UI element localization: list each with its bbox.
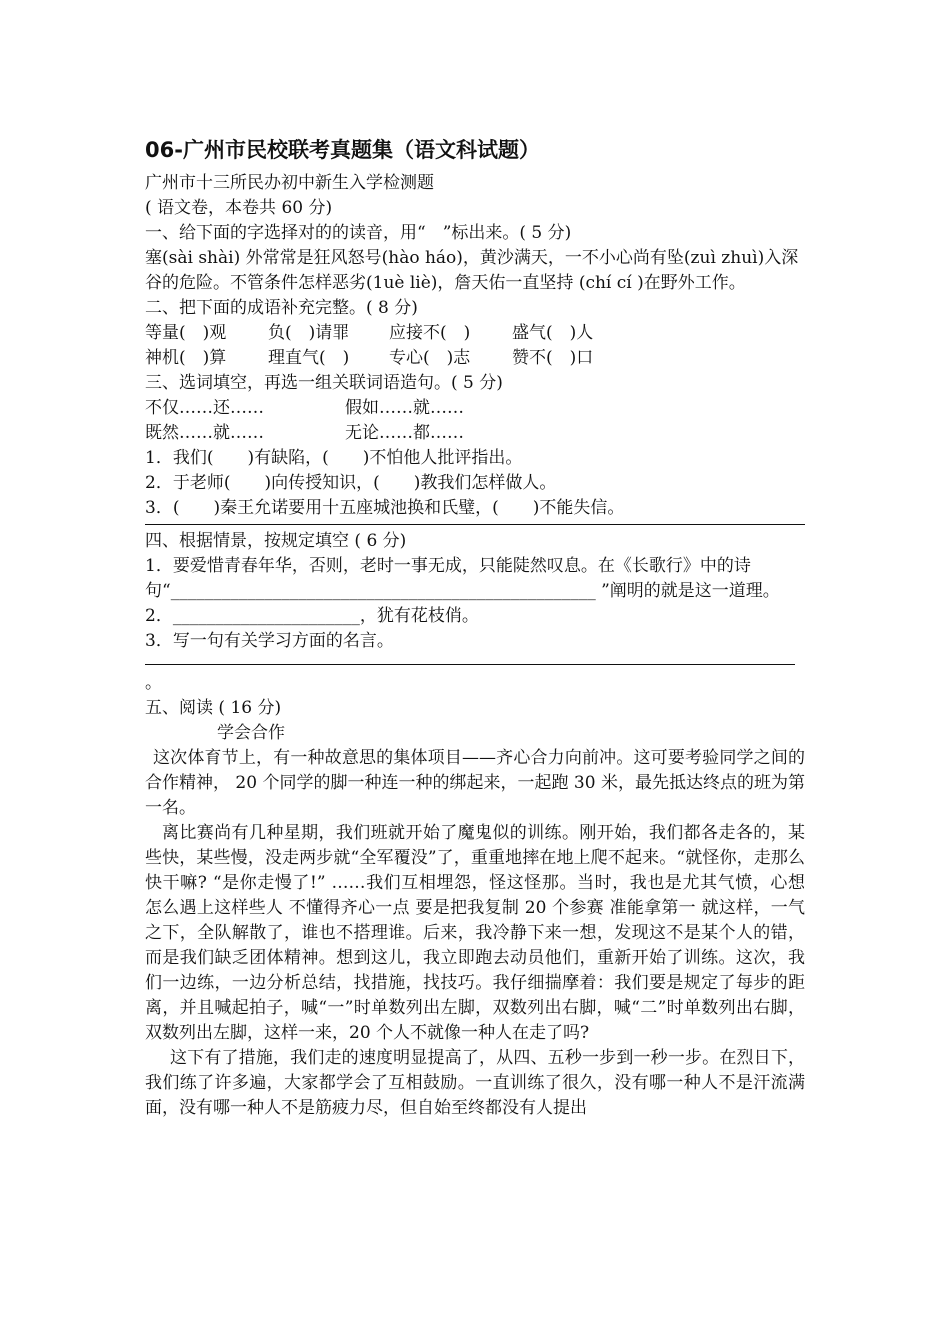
section2-heading: 二、把下面的成语补充完整。( 8 分) (145, 298, 418, 318)
section4-question: 3．写一句有关学习方面的名言。 (145, 631, 394, 651)
section4-question: 2．______________________，犹有花枝俏。 (145, 606, 479, 626)
idiom-item: 应接不( ) (389, 323, 471, 343)
idiom-item: 等量( )观 (145, 323, 227, 343)
article-title: 学会合作 (217, 723, 285, 743)
conjunction-row (145, 396, 805, 421)
article-paragraph: 这次体育节上，有一种故意思的集体项目——齐心合力向前冲。这可要考验同学之间的合作精神， 20 个同学的脚一种连一种的绑起来，一起跑 30 米，最先抵达终点的班为第一名。 (145, 748, 805, 818)
idiom-item: 专心( )志 (389, 348, 471, 368)
idiom-item: 理直气( ) (268, 348, 350, 368)
answer-line (145, 664, 795, 665)
idiom-item: 负( )请罪 (268, 323, 350, 343)
section4-question: 1．要爱惜青春年华，否则，老时一事无成，只能陡然叹息。在《长歌行》中的诗句“__________________________________________________ ”阐明的就是这一道理。 (145, 556, 780, 601)
idiom-item: 神机( )算 (145, 348, 227, 368)
article-paragraph: 这下有了措施，我们走的速度明显提高了，从四、五秒一步到一秒一步。在烈日下，我们练了许多遍，大家都学会了互相鼓励。一直训练了很久，没有哪一种人不是汗流满面，没有哪一种人不是筋疲力尽，但自始至终都没有人提出 (145, 1048, 805, 1118)
conjunction-pair: 无论……都…… (345, 423, 464, 443)
section3-question: 3．( )秦王允诺要用十五座城池换和氏璧，( )不能失信。 (145, 498, 625, 518)
section5-heading: 五、阅读 ( 16 分) (145, 698, 282, 718)
conjunction-row (145, 421, 805, 446)
answer-line (145, 524, 805, 525)
conjunction-pair: 既然……就…… (145, 423, 264, 443)
answer-end-mark: 。 (145, 673, 162, 693)
idiom-item: 盛气( )人 (512, 323, 594, 343)
section3-heading: 三、选词填空，再选一组关联词语造句。( 5 分) (145, 373, 503, 393)
document-page (145, 135, 805, 1121)
exam-subtitle: 广州市十三所民办初中新生入学检测题 (145, 173, 434, 193)
section3-question: 2．于老师( )向传授知识，( )教我们怎样做人。 (145, 473, 557, 493)
idiom-item: 赞不( )口 (512, 348, 594, 368)
article-paragraph: 离比赛尚有几种星期，我们班就开始了魔鬼似的训练。刚开始，我们都各走各的，某些快，某些慢，没走两步就“全军覆没”了，重重地摔在地上爬不起来。“就怪你，走那么快干嘛? “是你走慢了!” ……我们互相埋怨，怪这怪那。当时，我也是尤其气愤，心想 怎么遇上这样些人 不懂得齐心一点 要是把我复制 20 个参赛 准能拿第一 就这样，一气之下，全队解散了，谁也不搭理谁。后来，我冷静下来一想，发现这不是某个人的错，而是我们缺乏团体精神。想到这儿，我立即跑去动员他们，重新开始了训练。这次，我们一边练，一边分析总结，找措施，找技巧。我仔细揣摩着：我们要是规定了每步的距离，并且喊起拍子，喊“一”时单数列出左脚，双数列出右脚，喊“二”时单数列出右脚，双数列出左脚，这样一来，20 个人不就像一种人在走了吗? (145, 823, 805, 1043)
section3-question: 1．我们( )有缺陷，( )不怕他人批评指出。 (145, 448, 523, 468)
idiom-row (145, 346, 805, 371)
section1-heading: 一、给下面的字选择对的的读音，用“ ”标出来。( 5 分) (145, 223, 572, 243)
exam-note: ( 语文卷，本卷共 60 分) (145, 198, 333, 218)
section1-body: 塞(sài shài) 外常常是狂风怒号(hào háo)，黄沙满天，一不小心尚有坠(zuì zhuì)入深谷的危险。不管条件怎样恶劣(1uè liè)，詹天佑一直坚持 (chí cí )在野外工作。 (145, 248, 799, 293)
conjunction-pair: 假如……就…… (345, 398, 464, 418)
conjunction-pair: 不仅……还…… (145, 398, 264, 418)
page-title: 06-广州市民校联考真题集（语文科试题） (145, 138, 540, 162)
idiom-row (145, 321, 805, 346)
section4-heading: 四、根据情景，按规定填空 ( 6 分) (145, 531, 407, 551)
